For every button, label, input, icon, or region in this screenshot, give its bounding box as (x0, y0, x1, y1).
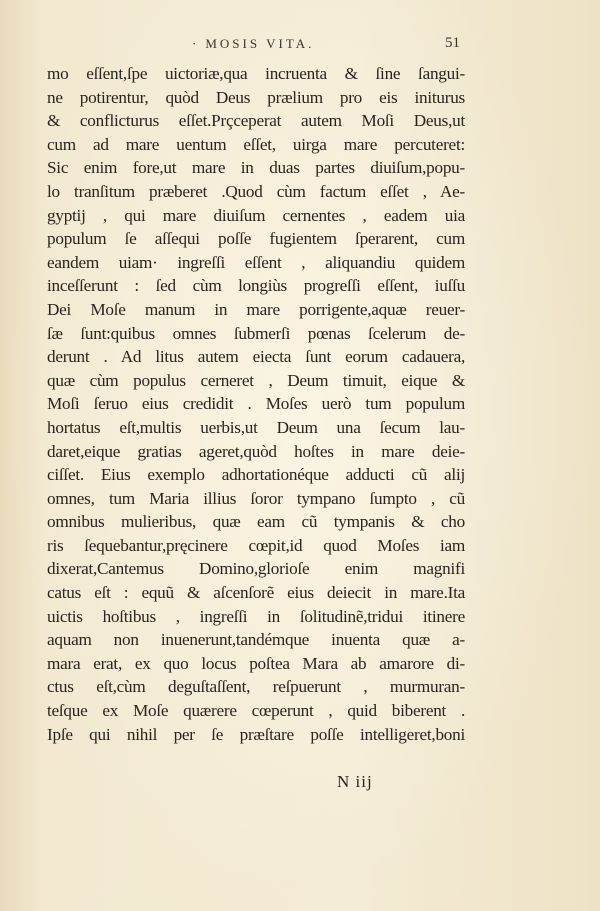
text-line: inceſſerunt : ſed cùm longiùs progreſſi eſſent, iuſſu (47, 276, 465, 296)
text-line: & conflicturus eſſet.Prçceperat autem Moſi Deus,ut (47, 111, 465, 131)
text-line: dixerat,Cantemus Domino,glorioſe enim magnifi (47, 559, 465, 579)
body-text (47, 62, 465, 746)
text-line: Sic enim fore,ut mare in duas partes diuiſum,popu- (47, 158, 465, 178)
text-line: eandem uiam· ingreſſi eſſent , aliquandiu quidem (47, 252, 465, 272)
text-line: daret,eique gratias ageret,quòd hoſtes in mare deie- (47, 441, 465, 461)
text-line: uictis hoſtibus , ingreſſi in ſolitudinẽ,tridui itinere (47, 606, 465, 626)
text-line: mo eſſent,ſpe uictoriæ,qua incruenta & ſine ſangui- (47, 64, 465, 83)
text-line: ſæ ſunt:quibus omnes ſubmerſi pœnas ſcelerum de- (47, 323, 465, 343)
text-line: ne potirentur, quòd Deus prælium pro eis initurus (47, 87, 465, 107)
text-line: Dei Moſe manum in mare porrigente,aquæ reuer- (47, 299, 465, 319)
page-number: 51 (445, 35, 460, 51)
text-line: quæ cùm populus cerneret , Deum timuit, eique & (47, 370, 465, 390)
page-header (0, 36, 600, 56)
running-title: · MOSIS VITA. (192, 36, 314, 52)
text-line: lo tranſitum præberet .Quod cùm factum eſſet , Ae- (47, 181, 465, 201)
text-line: ciſſet. Eius exemplo adhortationéque adducti cũ alij (47, 465, 465, 485)
text-line: teſque ex Moſe quærere cœperunt , quid biberent . (47, 701, 465, 721)
text-line: derunt . Ad litus autem eiecta ſunt eorum cadauera, (47, 347, 465, 367)
text-line: hortatus eſt,multis uerbis,ut Deum una ſecum lau- (47, 417, 465, 437)
text-line: gyptij , qui mare diuiſum cernentes , eadem uia (47, 205, 465, 225)
text-line: catus eſt : equũ & aſcenſorẽ eius deiecit in mare.Ita (47, 583, 465, 603)
text-line: aquam non inuenerunt,tandémque inuenta quæ a- (47, 630, 465, 650)
text-line: Moſi ſeruo eius credidit . Moſes uerò tum populum (47, 394, 465, 414)
text-line: cum ad mare uentum eſſet, uirga mare percuteret: (47, 134, 465, 154)
signature-mark: N iij (337, 772, 373, 791)
text-line: Ipſe qui nihil per ſe præſtare poſſe intelligeret,boni (47, 724, 465, 744)
text-line: omnes, tum Maria illius ſoror tympano ſumpto , cũ (47, 488, 465, 508)
text-line: mara erat, ex quo locus poſtea Mara ab amarore di- (47, 653, 465, 673)
text-line: ctus eſt,cùm deguſtaſſent, reſpuerunt , murmuran- (47, 677, 465, 697)
text-line: omnibus mulieribus, quæ eam cũ tympanis & cho (47, 512, 465, 532)
text-line: ris ſequebantur,pręcinere cœpit,id quod Moſes iam (47, 535, 465, 555)
text-line: populum ſe aſſequi poſſe fugientem ſperarent, cum (47, 229, 465, 249)
